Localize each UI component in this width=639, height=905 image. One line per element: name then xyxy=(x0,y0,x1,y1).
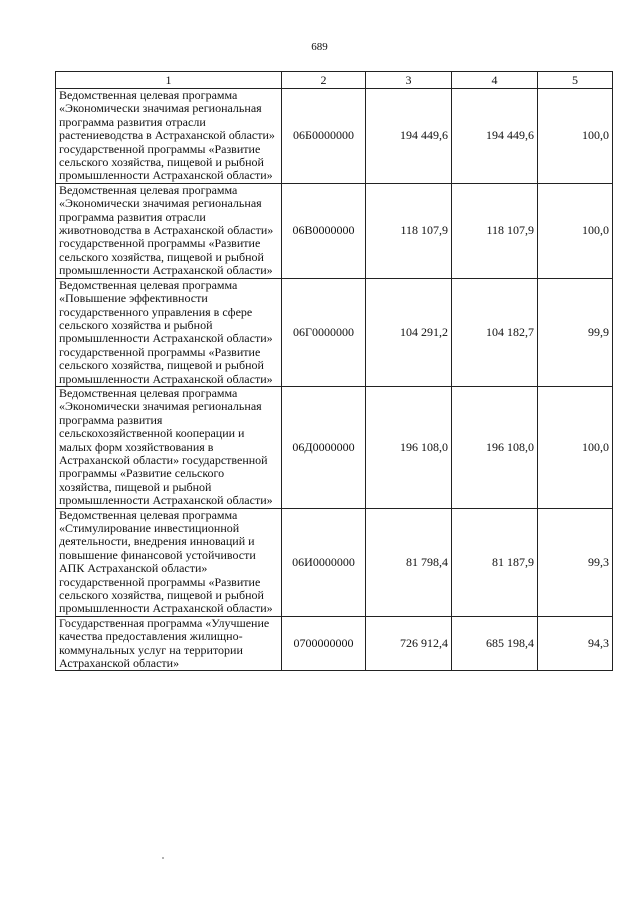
execution-percent-cell: 100,0 xyxy=(538,89,613,184)
execution-percent-cell: 100,0 xyxy=(538,386,613,508)
executed-amount-cell: 104 182,7 xyxy=(452,278,538,386)
executed-amount-cell: 81 187,9 xyxy=(452,508,538,616)
program-name-cell: Ведомственная целевая программа «Повышение эффективности государственного управления в сфере сельского хозяйства и рыбной промышленности Астраханской области» государственной программы «Развитие сельского хозяйства, пищевой и рыбной промышленности Астраханской области» xyxy=(56,278,282,386)
program-code-cell: 0700000000 xyxy=(282,616,366,671)
column-header-3: 3 xyxy=(366,72,452,89)
executed-amount-cell: 196 108,0 xyxy=(452,386,538,508)
execution-percent-cell: 94,3 xyxy=(538,616,613,671)
table-row xyxy=(56,89,613,184)
planned-amount-cell: 118 107,9 xyxy=(366,183,452,278)
column-header-1: 1 xyxy=(56,72,282,89)
planned-amount-cell: 104 291,2 xyxy=(366,278,452,386)
executed-amount-cell: 118 107,9 xyxy=(452,183,538,278)
execution-percent-cell: 99,3 xyxy=(538,508,613,616)
executed-amount-cell: 685 198,4 xyxy=(452,616,538,671)
budget-table xyxy=(55,71,613,671)
execution-percent-cell: 100,0 xyxy=(538,183,613,278)
column-header-5: 5 xyxy=(538,72,613,89)
planned-amount-cell: 726 912,4 xyxy=(366,616,452,671)
program-code-cell: 06И0000000 xyxy=(282,508,366,616)
table-row xyxy=(56,278,613,386)
page-number: 689 xyxy=(311,41,328,53)
table-row xyxy=(56,616,613,671)
table-row xyxy=(56,508,613,616)
execution-percent-cell: 99,9 xyxy=(538,278,613,386)
program-code-cell: 06Г0000000 xyxy=(282,278,366,386)
planned-amount-cell: 196 108,0 xyxy=(366,386,452,508)
program-code-cell: 06В0000000 xyxy=(282,183,366,278)
planned-amount-cell: 194 449,6 xyxy=(366,89,452,184)
table-row xyxy=(56,183,613,278)
program-name-cell: Ведомственная целевая программа «Экономически значимая региональная программа развития отрасли животноводства в Астраханской области» государственной программы «Развитие сельского хозяйства, пищевой и рыбной промышленности Астраханской области» xyxy=(56,183,282,278)
executed-amount-cell: 194 449,6 xyxy=(452,89,538,184)
scan-speck xyxy=(162,857,164,859)
table-header-row xyxy=(56,72,613,89)
program-name-cell: Ведомственная целевая программа «Экономически значимая региональная программа развития отрасли растениеводства в Астраханской области» государственной программы «Развитие сельского хозяйства, пищевой и рыбной промышленности Астраханской области» xyxy=(56,89,282,184)
program-code-cell: 06Д0000000 xyxy=(282,386,366,508)
column-header-2: 2 xyxy=(282,72,366,89)
program-name-cell: Государственная программа «Улучшение качества предоставления жилищно-коммунальных услуг на территории Астраханской области» xyxy=(56,616,282,671)
program-name-cell: Ведомственная целевая программа «Стимулирование инвестиционной деятельности, внедрения инноваций и повышение финансовой устойчивости АПК Астраханской области» государственной программы «Развитие сельского хозяйства, пищевой и рыбной промышленности Астраханской области» xyxy=(56,508,282,616)
program-code-cell: 06Б0000000 xyxy=(282,89,366,184)
planned-amount-cell: 81 798,4 xyxy=(366,508,452,616)
table-row xyxy=(56,386,613,508)
program-name-cell: Ведомственная целевая программа «Экономически значимая региональная программа развития сельскохозяйственной кооперации и малых форм хозяйствования в Астраханской области» государственной программы «Развитие сельского хозяйства, пищевой и рыбной промышленности Астраханской области» xyxy=(56,386,282,508)
column-header-4: 4 xyxy=(452,72,538,89)
